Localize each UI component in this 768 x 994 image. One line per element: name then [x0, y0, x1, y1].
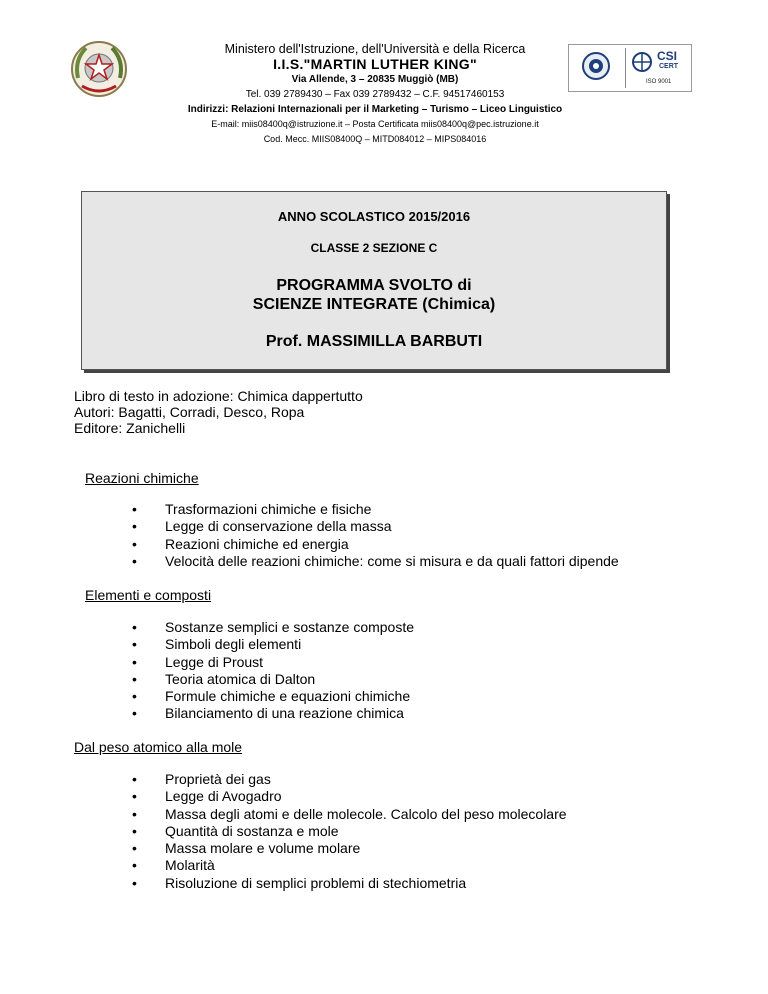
school-address: Via Allende, 3 – 20835 Muggiò (MB) [291, 74, 459, 85]
list-item: • Legge di conservazione della massa [132, 518, 619, 535]
school-email: E-mail: miis08400q@istruzione.it – Posta Certificata miis08400q@pec.istruzione.it [211, 119, 539, 129]
school-codes: Cod. Mecc. MIIS08400Q – MITD084012 – MIPS084016 [263, 134, 487, 144]
textbook-title: Libro di testo in adozione: Chimica dappertutto [74, 388, 363, 404]
iso-label: ISO 9001 [646, 79, 672, 85]
title-box [81, 191, 667, 370]
school-name: I.I.S."MARTIN LUTHER KING" [273, 56, 477, 72]
textbook-authors: Autori: Bagatti, Corradi, Desco, Ropa [74, 404, 305, 420]
certification-logo [568, 44, 692, 92]
list-item: • Legge di Proust [132, 654, 414, 671]
list-item: • Velocità delle reazioni chimiche: come si misura e da quali fattori dipende [132, 553, 619, 570]
list-item: • Bilanciamento di una reazione chimica [132, 705, 414, 722]
list-item: • Molarità [132, 857, 567, 874]
section-title: Elementi e composti [85, 587, 212, 603]
program-title [82, 276, 666, 314]
section-list [132, 501, 619, 570]
section-list [132, 619, 414, 723]
class-section: CLASSE 2 SEZIONE C [310, 241, 438, 255]
list-item: • Risoluzione di semplici problemi di stechiometria [132, 875, 567, 892]
professor-name: Prof. MASSIMILLA BARBUTI [265, 333, 483, 350]
list-item: • Sostanze semplici e sostanze composte [132, 619, 414, 636]
list-item: • Reazioni chimiche ed energia [132, 536, 619, 553]
list-item: • Trasformazioni chimiche e fisiche [132, 501, 619, 518]
certification-divider [625, 48, 626, 88]
list-item: • Simboli degli elementi [132, 636, 414, 653]
csi-label: CSI [657, 49, 678, 63]
letterhead-text [140, 42, 610, 147]
list-item: • Teoria atomica di Dalton [132, 671, 414, 688]
italian-republic-emblem-icon [68, 38, 130, 100]
letterhead [0, 0, 768, 150]
textbook-publisher: Editore: Zanichelli [74, 420, 186, 436]
ministry-name: Ministero dell'Istruzione, dell'Università e della Ricerca [224, 42, 526, 56]
list-item: • Formule chimiche e equazioni chimiche [132, 688, 414, 705]
school-year: ANNO SCOLASTICO 2015/2016 [277, 209, 471, 224]
cert-label: CERT [659, 63, 679, 70]
section-list [132, 771, 567, 892]
list-item: • Proprietà dei gas [132, 771, 567, 788]
list-item: • Quantità di sostanza e mole [132, 823, 567, 840]
program-title-line-1: PROGRAMMA SVOLTO di [276, 277, 472, 294]
section-title: Dal peso atomico alla mole [74, 739, 243, 755]
section-title: Reazioni chimiche [85, 470, 199, 486]
program-title-line-2: SCIENZE INTEGRATE (Chimica) [252, 296, 496, 313]
textbook-info [74, 388, 363, 436]
list-item: • Legge di Avogadro [132, 788, 567, 805]
list-item: • Massa molare e volume molare [132, 840, 567, 857]
list-item: • Massa degli atomi e delle molecole. Calcolo del peso molecolare [132, 806, 567, 823]
school-phone-fax: Tel. 039 2789430 – Fax 039 2789432 – C.F. 94517460153 [245, 89, 505, 100]
school-courses: Indirizzi: Relazioni Internazionali per il Marketing – Turismo – Liceo Linguistico [187, 104, 563, 115]
csi-globe-icon [631, 51, 653, 73]
quality-seal-icon [581, 51, 611, 81]
